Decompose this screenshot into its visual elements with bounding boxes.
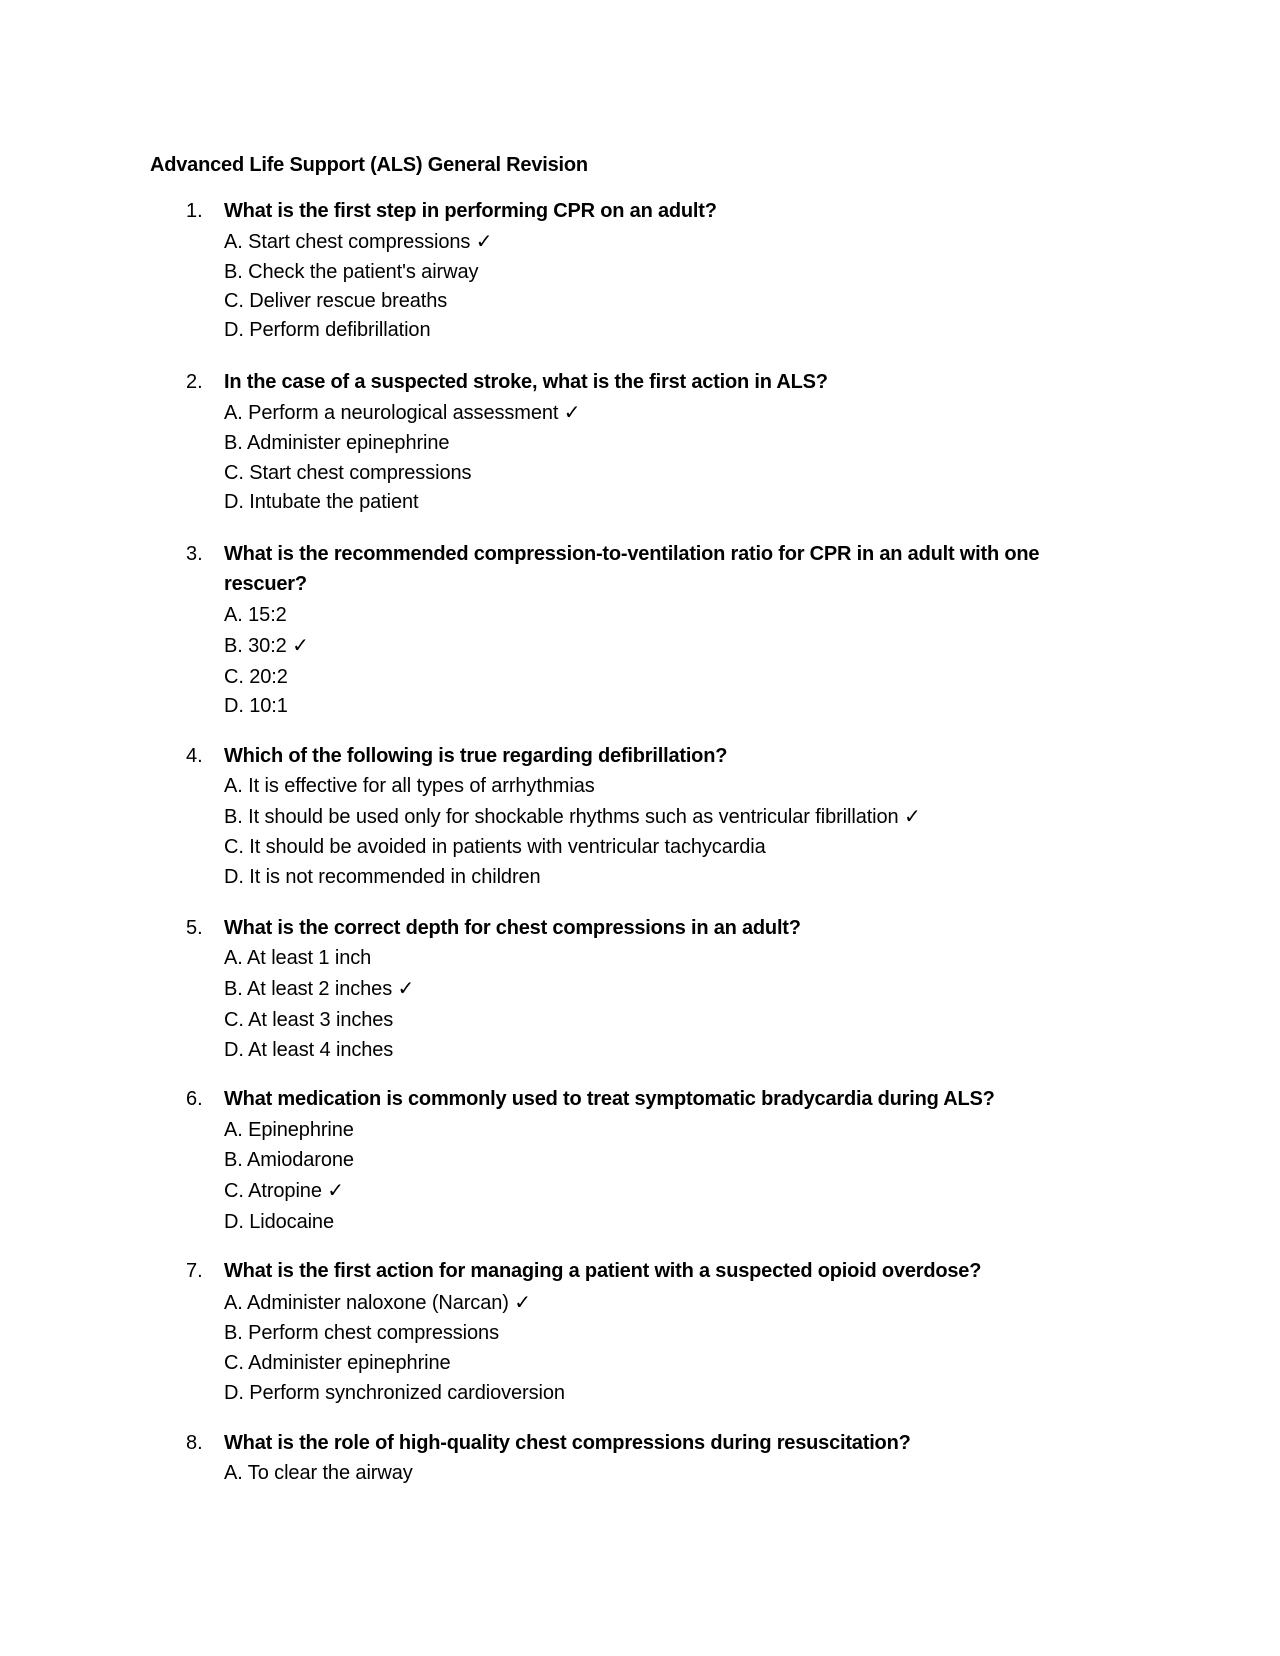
question-number: 6. [186, 1088, 203, 1110]
document-title: Advanced Life Support (ALS) General Revision [150, 154, 588, 176]
answer-option: D. At least 4 inches [224, 1039, 394, 1061]
question-text: Which of the following is true regarding defibrillation? [224, 745, 728, 767]
question-text: In the case of a suspected stroke, what is the first action in ALS? [224, 371, 828, 393]
answer-option: D. 10:1 [224, 695, 288, 717]
answer-option: B. Perform chest compressions [224, 1322, 499, 1344]
answer-option: B. Administer epinephrine [224, 432, 450, 454]
question-text: What is the first action for managing a patient with a suspected opioid overdose? [224, 1260, 982, 1282]
answer-option: C. 20:2 [224, 666, 288, 688]
question-number: 4. [186, 745, 203, 767]
answer-option: A. At least 1 inch [224, 947, 372, 969]
answer-option: B. At least 2 inches ✓ [224, 978, 415, 1000]
answer-option: B. It should be used only for shockable rhythms such as ventricular fibrillation ✓ [224, 806, 921, 828]
answer-option: A. Epinephrine [224, 1119, 354, 1141]
question-number: 2. [186, 371, 203, 393]
answer-option: A. It is effective for all types of arrhythmias [224, 775, 595, 797]
question-number: 5. [186, 917, 203, 939]
answer-option: C. Administer epinephrine [224, 1352, 451, 1374]
answer-option: C. It should be avoided in patients with ventricular tachycardia [224, 836, 766, 858]
question-text: What is the recommended compression-to-ventilation ratio for CPR in an adult with one rescuer? [224, 543, 1040, 595]
question-number: 1. [186, 200, 203, 222]
answer-option: A. To clear the airway [224, 1462, 413, 1484]
answer-option: C. At least 3 inches [224, 1009, 394, 1031]
question-number: 8. [186, 1432, 203, 1454]
question-text: What is the first step in performing CPR on an adult? [224, 200, 717, 222]
answer-option: A. Perform a neurological assessment ✓ [224, 402, 581, 424]
answer-option: C. Deliver rescue breaths [224, 290, 448, 312]
answer-option: B. Check the patient's airway [224, 261, 479, 283]
answer-option: B. Amiodarone [224, 1149, 354, 1171]
answer-option: C. Start chest compressions [224, 462, 472, 484]
answer-option: D. It is not recommended in children [224, 866, 541, 888]
question-number: 3. [186, 543, 203, 565]
answer-option: B. 30:2 ✓ [224, 635, 309, 657]
question-text: What medication is commonly used to treat symptomatic bradycardia during ALS? [224, 1088, 995, 1110]
question-text: What is the role of high-quality chest compressions during resuscitation? [224, 1432, 911, 1454]
question-text: What is the correct depth for chest compressions in an adult? [224, 917, 801, 939]
answer-option: A. 15:2 [224, 604, 287, 626]
answer-option: D. Perform defibrillation [224, 319, 431, 341]
answer-option: D. Perform synchronized cardioversion [224, 1382, 565, 1404]
answer-option: A. Start chest compressions ✓ [224, 231, 493, 253]
answer-option: C. Atropine ✓ [224, 1180, 344, 1202]
question-number: 7. [186, 1260, 203, 1282]
answer-option: D. Lidocaine [224, 1211, 334, 1233]
answer-option: A. Administer naloxone (Narcan) ✓ [224, 1292, 531, 1314]
answer-option: D. Intubate the patient [224, 491, 419, 513]
